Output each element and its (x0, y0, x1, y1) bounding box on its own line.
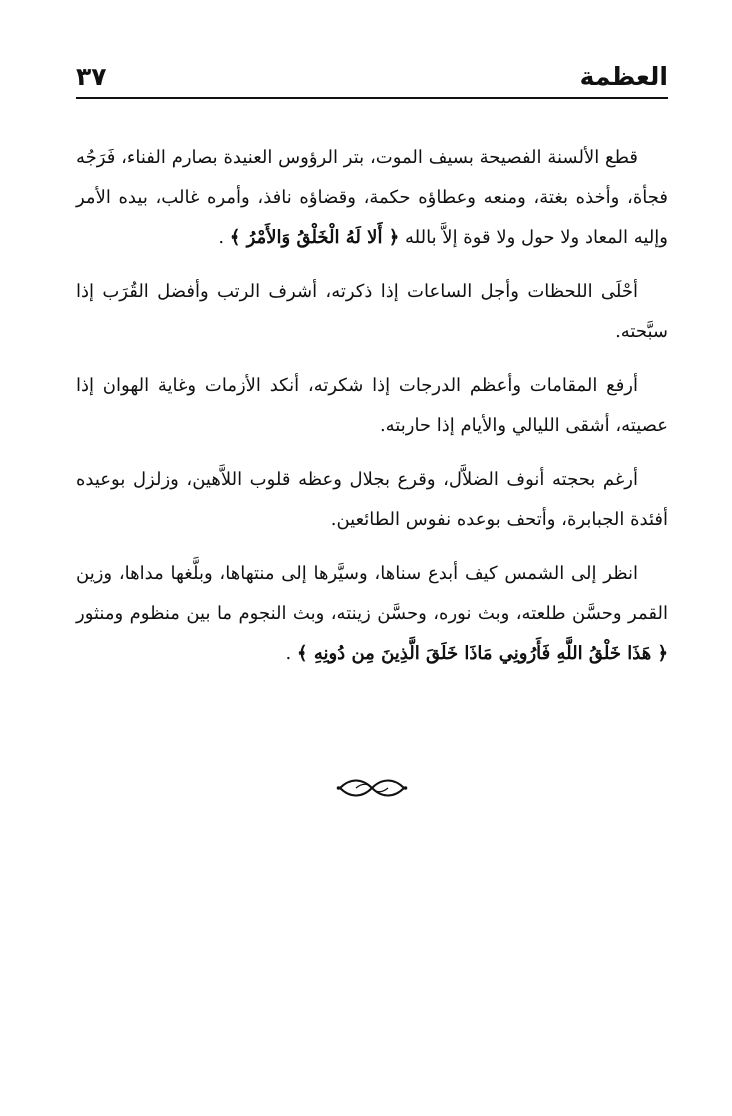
page-number: ٣٧ (76, 62, 107, 91)
header-rule (76, 97, 668, 99)
quran-verse-1: ﴿ أَلا لَهُ الْخَلْقُ وَالأَمْرُ ﴾ (229, 227, 400, 248)
paragraph-1-end: . (218, 227, 225, 248)
body-text (76, 138, 668, 674)
paragraph-3: أرفع المقامات وأعظم الدرجات إذا شكرته، أنكد الأزمات وغاية الهوان إذا عصيته، أشقى الليالي والأيام إذا حاربته. (76, 375, 668, 436)
decorative-flourish-icon (336, 775, 408, 801)
paragraph-5-end: . (285, 643, 292, 664)
quran-verse-2: ﴿ هَذَا خَلْقُ اللَّهِ فَأَرُونِي مَاذَا خَلَقَ الَّذِينَ مِن دُونِهِ ﴾ (297, 643, 668, 664)
paragraph-5-text: انظر إلى الشمس كيف أبدع سناها، وسيَّرها إلى منتهاها، وبلَّغها مداها، وزين القمر وحسَّن طلعته، وبث نوره، وحسَّن زينته، وبث النجوم ما بين منظوم ومنثور (76, 563, 668, 624)
paragraph-2: أحْلَى اللحظات وأجل الساعات إذا ذكرته، أشرف الرتب وأفضل القُرَب إذا سبَّحته. (76, 281, 668, 342)
paragraph-5 (76, 554, 668, 674)
paragraph-4: أرغم بحجته أنوف الضلاَّل، وقرع بجلال وعظه قلوب اللاَّهين، وزلزل بوعيده أفئدة الجبابرة، وأتحف بوعده نفوس الطائعين. (76, 469, 668, 530)
paragraph-1-text: قطع الألسنة الفصيحة بسيف الموت، بتر الرؤوس العنيدة بصارم الفناء، فَرَجُه فجأة، وأخذه بغتة، ومنعه وعطاؤه حكمة، وقضاؤه نافذ، وأمره غالب، بيده الأمر وإليه المعاد ولا حول ولا قوة إلاَّ بالله (76, 147, 668, 248)
running-title: العظمة (579, 62, 668, 91)
page-header (76, 58, 668, 102)
paragraph-1 (76, 138, 668, 258)
